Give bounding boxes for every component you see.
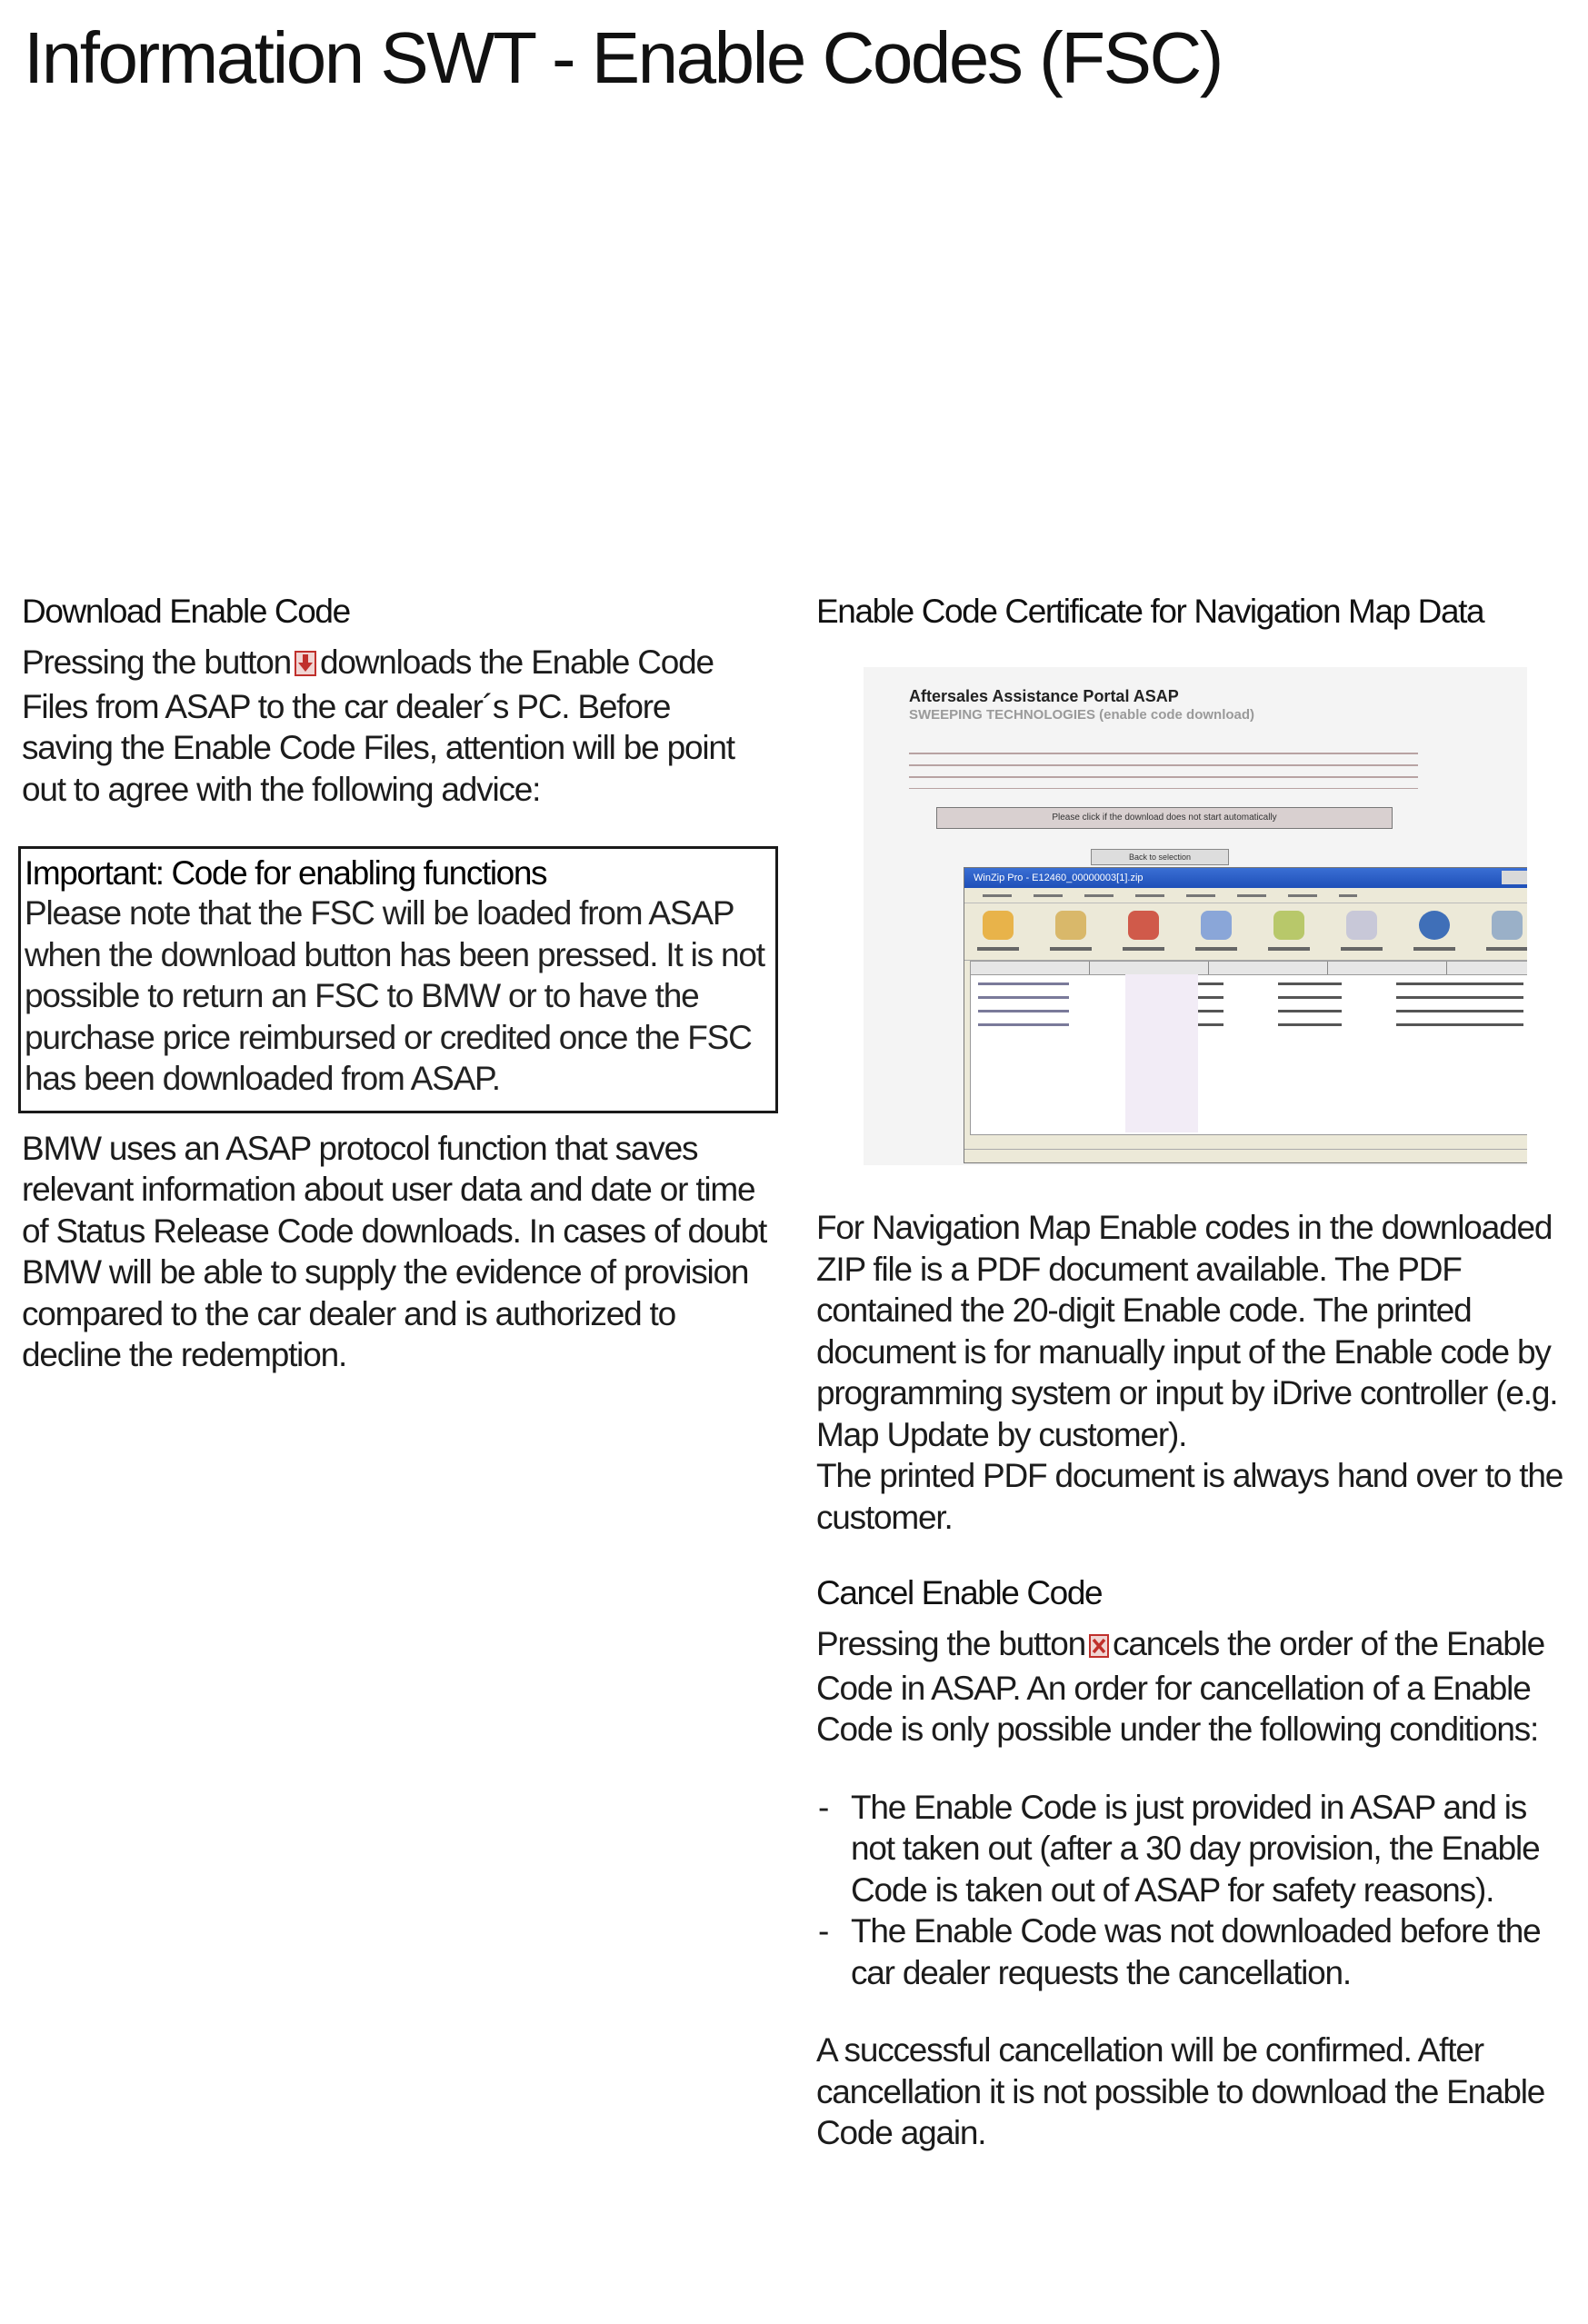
certificate-text-handover: The printed PDF document is always hand over to the customer. bbox=[816, 1457, 1563, 1536]
new-icon[interactable] bbox=[983, 911, 1014, 940]
cancel-x-icon bbox=[1089, 1626, 1109, 1668]
certificate-text: For Navigation Map Enable codes in the downloaded ZIP file is a PDF document available. The PDF contained the 20-digit Enable code. The printed document is for manually input of the Enable code by programming system or input by iDrive controller (e.g. Map Update by customer). bbox=[816, 1209, 1558, 1453]
right-column bbox=[816, 593, 1566, 2154]
zip-file-list bbox=[970, 961, 1527, 1135]
zip-status-bar bbox=[964, 1149, 1527, 1162]
portal-note-lines bbox=[909, 747, 1418, 789]
important-text: Please note that the FSC will be loaded from ASAP when the download button has been pressed. It is not possible to return an FSC to BMW or to have the purchase price reimbursed or credited once the FSC has been downloaded from ASAP. bbox=[25, 894, 764, 1097]
file-row[interactable] bbox=[978, 1019, 1527, 1030]
checkout-icon[interactable] bbox=[1492, 911, 1523, 940]
window-controls[interactable] bbox=[1502, 871, 1527, 884]
back-to-selection-button[interactable]: Back to selection bbox=[1091, 849, 1229, 865]
file-list-header bbox=[971, 962, 1527, 975]
download-heading: Download Enable Code bbox=[22, 593, 350, 630]
cancel-conditions-list bbox=[816, 1787, 1566, 1994]
download-text-after: downloads the Enable Code Files from ASAP to the car dealer´s PC. Before saving the Enable Code Files, attention will be point out to agree with the following advice: bbox=[22, 643, 734, 808]
file-list-sort-column bbox=[1125, 974, 1198, 1132]
encrypt-icon[interactable] bbox=[1346, 911, 1377, 940]
file-row[interactable] bbox=[978, 1005, 1527, 1016]
extract-icon[interactable] bbox=[1273, 911, 1304, 940]
zip-toolbar bbox=[964, 903, 1527, 961]
certificate-heading: Enable Code Certificate for Navigation Map Data bbox=[816, 593, 1484, 630]
cancel-text-after: cancels the order of the Enable Code in ASAP. An order for cancellation of a Enable Code is only possible under the following conditions: bbox=[816, 1625, 1544, 1748]
cancel-heading: Cancel Enable Code bbox=[816, 1574, 1103, 1611]
important-notice-box bbox=[18, 846, 778, 1113]
download-description bbox=[22, 642, 767, 810]
file-row[interactable] bbox=[978, 992, 1527, 1002]
cancel-description bbox=[816, 1623, 1566, 1750]
add-icon[interactable] bbox=[1201, 911, 1232, 940]
download-arrow-icon bbox=[295, 644, 316, 686]
zip-menu-bar bbox=[964, 888, 1527, 903]
zip-window bbox=[964, 867, 1527, 1163]
cancel-text-before: Pressing the button bbox=[816, 1625, 1086, 1662]
file-row[interactable] bbox=[978, 978, 1527, 989]
left-column bbox=[22, 593, 767, 1376]
manual-download-button[interactable]: Please click if the download does not start automatically bbox=[936, 807, 1393, 829]
protocol-text: BMW uses an ASAP protocol function that saves relevant information about user data and date or time of Status Release Code downloads. In cases of doubt BMW will be able to supply the evidence of provision compared to the car dealer and is authorized to decline the redemption. bbox=[22, 1129, 767, 1373]
cancel-condition-item: - The Enable Code is just provided in ASAP and is not taken out (after a 30 day provision, the Enable Code is taken out of ASAP for safety reasons). bbox=[816, 1787, 1566, 1911]
open-icon[interactable] bbox=[1055, 911, 1086, 940]
cancel-closing-text: A successful cancellation will be confirmed. After cancellation it is not possible to download the Enable Code again. bbox=[816, 2031, 1545, 2151]
download-text-before: Pressing the button bbox=[22, 643, 292, 681]
favorites-icon[interactable] bbox=[1128, 911, 1159, 940]
important-title: Important: Code for enabling functions bbox=[25, 854, 547, 892]
zip-window-title: WinZip Pro - E12460_00000003[1].zip bbox=[964, 868, 1527, 888]
cancel-condition-item: - The Enable Code was not downloaded before the car dealer requests the cancellation. bbox=[816, 1910, 1566, 1993]
portal-title: Aftersales Assistance Portal ASAP bbox=[909, 687, 1179, 705]
page-title: Information SWT - Enable Codes (FSC) bbox=[24, 17, 1222, 98]
asap-download-screenshot bbox=[864, 667, 1527, 1165]
view-icon[interactable] bbox=[1419, 911, 1450, 940]
portal-subtitle: SWEEPING TECHNOLOGIES (enable code download) bbox=[909, 707, 1255, 723]
